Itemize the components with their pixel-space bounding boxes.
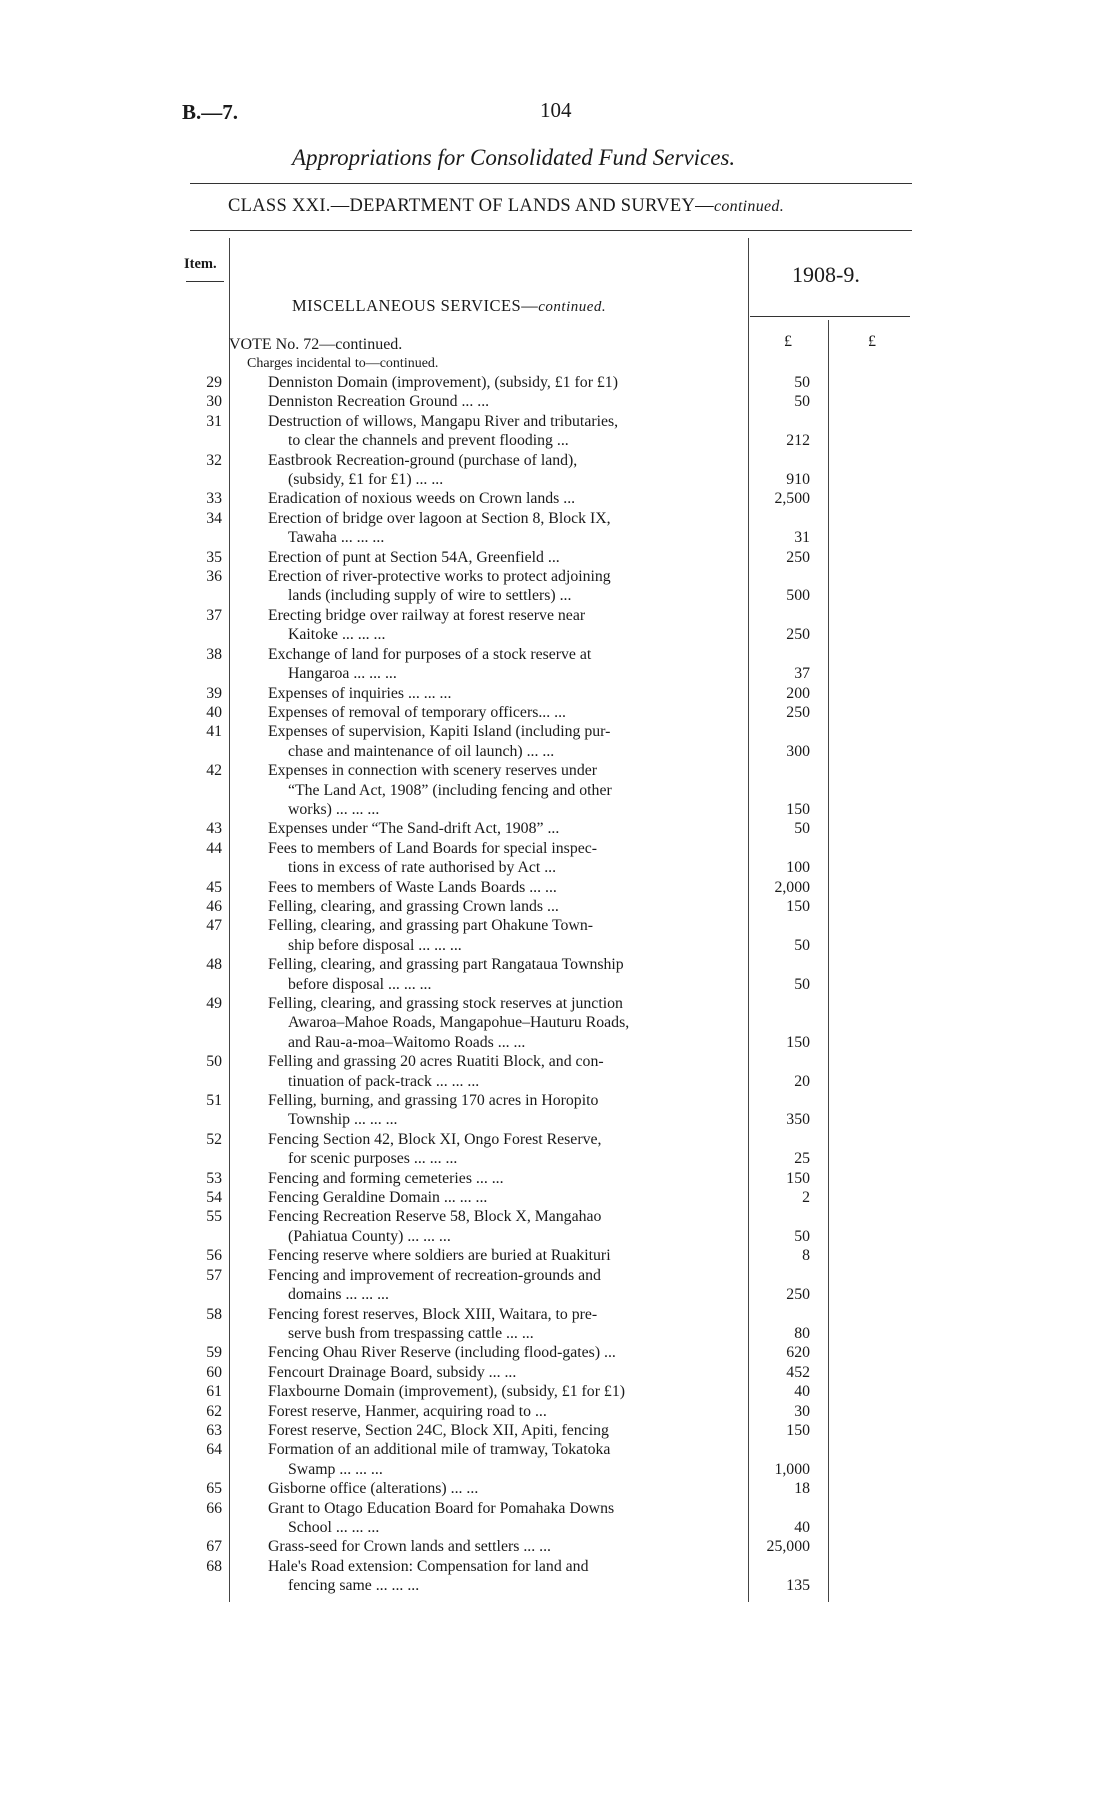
description-line: (subsidy, £1 for £1) ... ...	[288, 471, 444, 489]
description-line: Erecting bridge over railway at forest reserve near	[268, 606, 586, 624]
table-row	[0, 1091, 1114, 1130]
description-line: Gisborne office (alterations) ... ...	[268, 1480, 479, 1498]
table-row	[0, 1130, 1114, 1169]
table-row	[0, 684, 1114, 703]
table-row	[0, 916, 1114, 955]
item-description	[268, 1246, 734, 1265]
description-line: Expenses of inquiries ... ... ...	[268, 684, 452, 702]
table-row	[0, 839, 1114, 878]
item-description	[268, 1188, 734, 1207]
description-line: Hangaroa ... ... ...	[288, 665, 397, 683]
item-number: 40	[206, 703, 222, 721]
description-line: Fencing and improvement of recreation-grounds and	[268, 1266, 601, 1284]
item-amount: 150	[786, 800, 810, 818]
class-rule	[190, 230, 912, 231]
description-line: Fees to members of Land Boards for special inspec-	[268, 839, 598, 857]
table-row	[0, 373, 1114, 392]
item-number: 68	[206, 1557, 222, 1575]
item-description	[268, 1130, 734, 1169]
table-row	[0, 645, 1114, 684]
item-amount: 25	[794, 1150, 810, 1168]
table-row	[0, 606, 1114, 645]
item-number: 57	[206, 1266, 222, 1284]
item-amount: 150	[786, 1169, 810, 1187]
table-row	[0, 1537, 1114, 1556]
item-amount: 37	[794, 665, 810, 683]
item-amount: 50	[794, 374, 810, 391]
item-number: 53	[206, 1169, 222, 1187]
description-line: Fencing reserve where soldiers are buried at Ruakituri	[268, 1247, 611, 1265]
item-amount: 150	[786, 1421, 810, 1439]
item-number: 67	[206, 1538, 222, 1556]
item-description	[268, 1091, 734, 1130]
item-number: 41	[206, 723, 222, 741]
item-description	[268, 392, 734, 411]
table-row	[0, 412, 1114, 451]
item-description	[268, 819, 734, 838]
description-line: Erection of river-protective works to protect adjoining	[268, 568, 611, 586]
item-number: 44	[206, 839, 222, 857]
item-amount: 250	[786, 626, 810, 644]
description-line: Denniston Domain (improvement), (subsidy, £1 for £1)	[268, 374, 618, 391]
item-number: 56	[206, 1247, 222, 1265]
item-description	[268, 722, 734, 761]
description-line: Expenses of supervision, Kapiti Island (including pur-	[268, 723, 611, 741]
item-amount: 200	[786, 684, 810, 702]
table-row	[0, 1421, 1114, 1440]
table-row	[0, 548, 1114, 567]
item-amount: 80	[794, 1324, 810, 1342]
item-amount: 620	[786, 1344, 810, 1362]
item-amount: 150	[786, 1033, 810, 1051]
section-title	[292, 296, 606, 316]
item-amount: 8	[802, 1247, 810, 1265]
description-line: School ... ... ...	[288, 1518, 380, 1536]
description-line: (Pahiatua County) ... ... ...	[288, 1227, 451, 1245]
item-amount: 350	[786, 1111, 810, 1129]
item-number: 32	[206, 451, 222, 469]
page-number: 104	[540, 98, 572, 122]
item-amount: 25,000	[766, 1538, 810, 1556]
item-number: 63	[206, 1421, 222, 1439]
item-amount: 2,500	[774, 490, 810, 508]
item-number: 36	[206, 568, 222, 586]
item-description	[268, 509, 734, 548]
item-amount: 50	[794, 1227, 810, 1245]
table-row	[0, 1207, 1114, 1246]
description-line: Felling, clearing, and grassing part Rangataua Township	[268, 956, 624, 974]
item-number: 31	[206, 412, 222, 430]
section-title-text: MISCELLANEOUS SERVICES—	[292, 296, 539, 315]
description-line: Expenses under “The Sand-drift Act, 1908” ...	[268, 820, 560, 838]
description-line: Felling, clearing, and grassing part Ohakune Town-	[268, 917, 593, 935]
item-number: 38	[206, 645, 222, 663]
table-row	[0, 489, 1114, 508]
item-number: 43	[206, 820, 222, 838]
year-header-rule	[750, 316, 910, 317]
table-row	[0, 1382, 1114, 1401]
item-column-header: Item.	[184, 256, 217, 272]
description-line: Fencing Recreation Reserve 58, Block X, Mangahao	[268, 1208, 602, 1226]
item-description	[268, 1382, 734, 1401]
item-amount: 452	[786, 1363, 810, 1381]
description-line: Felling, clearing, and grassing Crown lands ...	[268, 897, 559, 915]
item-number: 59	[206, 1344, 222, 1362]
item-number: 64	[206, 1441, 222, 1459]
class-title	[228, 196, 784, 217]
item-description	[268, 489, 734, 508]
description-line: Felling, clearing, and grassing stock reserves at junction	[268, 995, 623, 1012]
table-row	[0, 1052, 1114, 1091]
description-line: “The Land Act, 1908” (including fencing and other	[288, 781, 612, 799]
description-line: works) ... ... ...	[288, 800, 380, 818]
table-row	[0, 878, 1114, 897]
item-description	[268, 1363, 734, 1382]
item-amount: 18	[794, 1480, 810, 1498]
table-row	[0, 509, 1114, 548]
item-number: 51	[206, 1092, 222, 1110]
item-description	[268, 897, 734, 916]
item-description	[268, 1207, 734, 1246]
item-number: 30	[206, 393, 222, 411]
charges-line: Charges incidental to—continued.	[247, 356, 439, 371]
item-number: 58	[206, 1305, 222, 1323]
item-description	[268, 567, 734, 606]
description-line: before disposal ... ... ...	[288, 975, 432, 993]
table-row	[0, 1557, 1114, 1596]
item-number: 42	[206, 762, 222, 780]
description-line: Exchange of land for purposes of a stock reserve at	[268, 645, 592, 663]
item-description	[268, 684, 734, 703]
description-line: Fencing Geraldine Domain ... ... ...	[268, 1189, 488, 1207]
item-amount: 50	[794, 975, 810, 993]
item-description	[268, 606, 734, 645]
description-line: Expenses in connection with scenery reserves under	[268, 762, 597, 780]
description-line: and Rau-a-moa–Waitomo Roads ... ...	[288, 1033, 526, 1051]
item-number: 66	[206, 1499, 222, 1517]
item-description	[268, 1440, 734, 1479]
item-amount: 150	[786, 897, 810, 915]
item-amount: 2,000	[774, 878, 810, 896]
description-line: Formation of an additional mile of tramway, Tokatoka	[268, 1441, 611, 1459]
item-number: 55	[206, 1208, 222, 1226]
table-row	[0, 1499, 1114, 1538]
item-description	[268, 1305, 734, 1344]
item-number: 39	[206, 684, 222, 702]
item-amount: 31	[794, 529, 810, 547]
item-number: 54	[206, 1189, 222, 1207]
description-line: Kaitoke ... ... ...	[288, 626, 386, 644]
item-amount: 300	[786, 742, 810, 760]
table-row	[0, 1305, 1114, 1344]
item-description	[268, 1343, 734, 1362]
item-number: 34	[206, 509, 222, 527]
description-line: Denniston Recreation Ground ... ...	[268, 393, 490, 411]
item-number: 48	[206, 956, 222, 974]
table-row	[0, 994, 1114, 1052]
item-number: 37	[206, 606, 222, 624]
currency-symbol-2: £	[868, 333, 876, 350]
description-line: Fencing forest reserves, Block XIII, Waitara, to pre-	[268, 1305, 598, 1323]
item-number: 52	[206, 1130, 222, 1148]
item-amount: 50	[794, 820, 810, 838]
description-line: Erection of bridge over lagoon at Section 8, Block IX,	[268, 509, 611, 527]
item-description	[268, 1052, 734, 1091]
vote-line: VOTE No. 72—continued.	[229, 336, 403, 353]
item-description	[268, 761, 734, 819]
item-amount: 50	[794, 393, 810, 411]
table-row	[0, 761, 1114, 819]
item-amount: 250	[786, 703, 810, 721]
item-amount: 250	[786, 1286, 810, 1304]
description-line: Fencing and forming cemeteries ... ...	[268, 1169, 504, 1187]
item-amount: 40	[794, 1518, 810, 1536]
item-header-rule	[186, 281, 224, 282]
table-row	[0, 722, 1114, 761]
item-description	[268, 373, 734, 392]
table-row	[0, 1343, 1114, 1362]
item-description	[268, 916, 734, 955]
item-number: 46	[206, 897, 222, 915]
description-line: tinuation of pack-track ... ... ...	[288, 1072, 480, 1090]
description-line: Grant to Otago Education Board for Pomahaka Downs	[268, 1499, 615, 1517]
description-line: Erection of punt at Section 54A, Greenfield ...	[268, 548, 560, 566]
description-line: Felling, burning, and grassing 170 acres in Horopito	[268, 1092, 599, 1110]
description-line: Felling and grassing 20 acres Ruatiti Block, and con-	[268, 1053, 604, 1071]
section-continued: continued.	[538, 299, 607, 315]
item-number: 33	[206, 490, 222, 508]
description-line: serve bush from trespassing cattle ... ...	[288, 1324, 534, 1342]
item-amount: 250	[786, 548, 810, 566]
item-amount: 100	[786, 859, 810, 877]
currency-symbol-1: £	[784, 333, 792, 350]
item-amount: 20	[794, 1072, 810, 1090]
description-line: Forest reserve, Section 24C, Block XII, Apiti, fencing	[268, 1421, 609, 1439]
item-amount: 30	[794, 1402, 810, 1420]
item-number: 45	[206, 878, 222, 896]
item-description	[268, 412, 734, 451]
document-reference: B.—7.	[182, 100, 239, 124]
top-rule	[190, 183, 912, 184]
description-line: Flaxbourne Domain (improvement), (subsidy, £1 for £1)	[268, 1383, 625, 1401]
item-description	[268, 548, 734, 567]
description-line: Awaroa–Mahoe Roads, Mangapohue–Hauturu Roads,	[288, 1014, 630, 1032]
item-amount: 212	[786, 432, 810, 450]
description-line: Fees to members of Waste Lands Boards ... ...	[268, 878, 557, 896]
description-line: tions in excess of rate authorised by Act ...	[288, 859, 557, 877]
description-line: ship before disposal ... ... ...	[288, 936, 462, 954]
description-line: Eradication of noxious weeds on Crown lands ...	[268, 490, 576, 508]
year-column-header: 1908-9.	[792, 262, 860, 287]
class-continued: continued.	[713, 198, 785, 215]
class-title-text: CLASS XXI.—DEPARTMENT OF LANDS AND SURVEY—	[228, 196, 714, 216]
description-line: Fencing Section 42, Block XI, Ongo Forest Reserve,	[268, 1130, 602, 1148]
description-line: Swamp ... ... ...	[288, 1460, 383, 1478]
item-description	[268, 1557, 734, 1596]
item-amount: 135	[786, 1577, 810, 1595]
description-line: Fencourt Drainage Board, subsidy ... ...	[268, 1363, 517, 1381]
item-description	[268, 1169, 734, 1188]
table-row	[0, 819, 1114, 838]
table-row	[0, 1246, 1114, 1265]
description-line: to clear the channels and prevent flooding ...	[288, 432, 569, 450]
description-line: fencing same ... ... ...	[288, 1577, 420, 1595]
description-line: Township ... ... ...	[288, 1111, 398, 1129]
item-number: 61	[206, 1383, 222, 1401]
item-description	[268, 878, 734, 897]
item-number: 49	[206, 995, 222, 1012]
description-line: Destruction of willows, Mangapu River and tributaries,	[268, 412, 619, 430]
item-number: 60	[206, 1363, 222, 1381]
description-line: Expenses of removal of temporary officers... ...	[268, 703, 566, 721]
item-number: 62	[206, 1402, 222, 1420]
appropriation-rows	[0, 373, 1114, 1596]
item-number: 35	[206, 548, 222, 566]
table-row	[0, 703, 1114, 722]
item-number: 47	[206, 917, 222, 935]
table-row	[0, 1188, 1114, 1207]
item-description	[268, 451, 734, 490]
description-line: for scenic purposes ... ... ...	[288, 1150, 458, 1168]
table-row	[0, 567, 1114, 606]
description-line: Fencing Ohau River Reserve (including flood-gates) ...	[268, 1344, 616, 1362]
item-description	[268, 839, 734, 878]
item-amount: 40	[794, 1383, 810, 1401]
item-amount: 500	[786, 587, 810, 605]
table-row	[0, 1402, 1114, 1421]
description-line: chase and maintenance of oil launch) ... ...	[288, 742, 555, 760]
item-amount: 910	[786, 471, 810, 489]
item-description	[268, 1479, 734, 1498]
description-line: Hale's Road extension: Compensation for land and	[268, 1557, 589, 1575]
item-description	[268, 703, 734, 722]
item-description	[268, 1421, 734, 1440]
table-row	[0, 1169, 1114, 1188]
item-amount: 1,000	[774, 1460, 810, 1478]
table-row	[0, 1363, 1114, 1382]
item-description	[268, 1402, 734, 1421]
item-amount: 2	[802, 1189, 810, 1207]
description-line: Tawaha ... ... ...	[288, 529, 385, 547]
item-amount: 50	[794, 936, 810, 954]
table-row	[0, 451, 1114, 490]
table-row	[0, 1440, 1114, 1479]
description-line: Forest reserve, Hanmer, acquiring road to ...	[268, 1402, 547, 1420]
item-description	[268, 645, 734, 684]
description-line: Grass-seed for Crown lands and settlers ... ...	[268, 1538, 551, 1556]
page-title: Appropriations for Consolidated Fund Services.	[292, 145, 736, 170]
table-row	[0, 955, 1114, 994]
table-row	[0, 1479, 1114, 1498]
description-line: Eastbrook Recreation-ground (purchase of land),	[268, 451, 578, 469]
table-row	[0, 392, 1114, 411]
item-description	[268, 1266, 734, 1305]
item-description	[268, 1499, 734, 1538]
description-line: lands (including supply of wire to settlers) ...	[288, 587, 572, 605]
item-number: 65	[206, 1480, 222, 1498]
item-description	[268, 994, 734, 1052]
item-description	[268, 1537, 734, 1556]
table-row	[0, 897, 1114, 916]
item-description	[268, 955, 734, 994]
table-row	[0, 1266, 1114, 1305]
item-number: 50	[206, 1053, 222, 1071]
item-number: 29	[206, 374, 222, 391]
description-line: domains ... ... ...	[288, 1286, 389, 1304]
